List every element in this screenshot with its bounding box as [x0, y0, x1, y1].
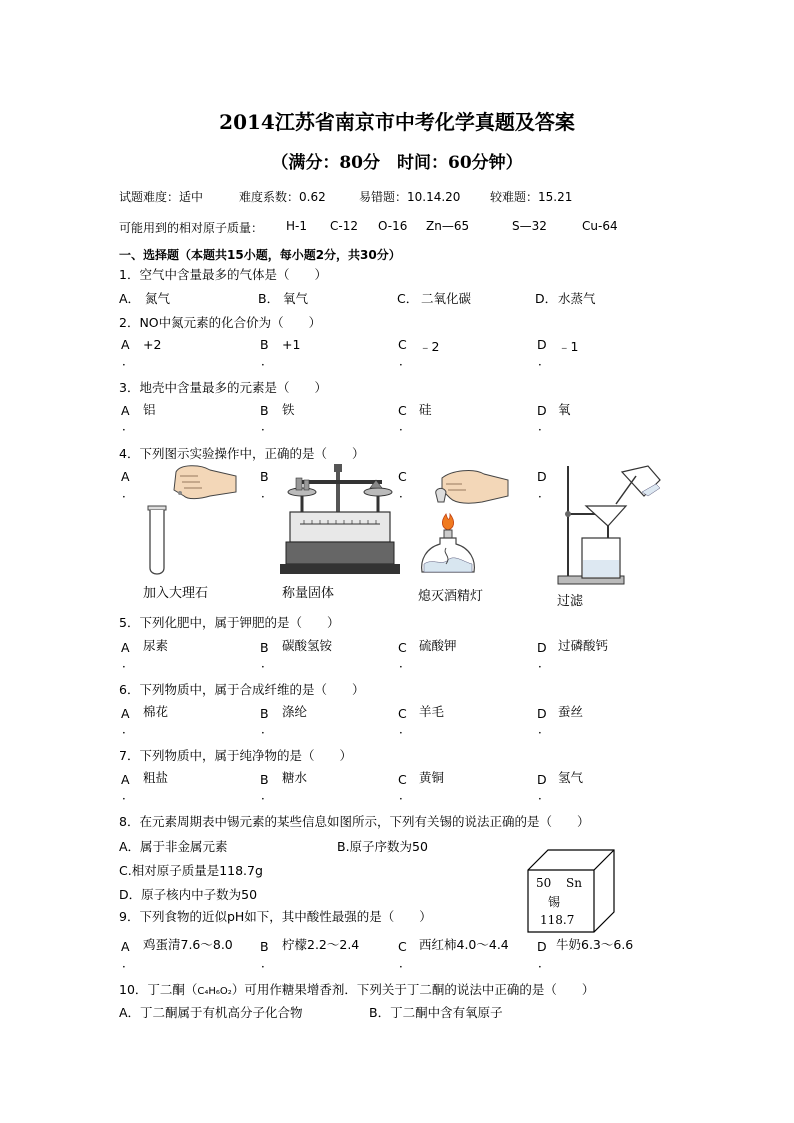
q9-letter-b: B	[260, 939, 269, 954]
atomic-mass-zn: Zn—65	[426, 219, 470, 233]
q7-dot-d: ．	[538, 788, 551, 802]
q5-letter-a: A	[121, 640, 130, 655]
atomic-mass-cu: Cu-64	[582, 219, 618, 233]
atomic-mass-h: H-1	[286, 219, 307, 233]
q9-dot-d: ．	[538, 956, 551, 970]
q1-letter-b: B．	[258, 291, 280, 306]
q2-letter-b: B	[260, 337, 269, 352]
q7-dot-b: ．	[261, 788, 274, 802]
q7-letter-b: B	[260, 772, 269, 787]
question-2-stem: 2．NO中氮元素的化合价为（ ）	[119, 315, 322, 330]
q3-dot-b: ．	[261, 419, 274, 433]
q2-letter-d: D	[537, 337, 547, 352]
q10-option-b: B．丁二酮中含有氧原子	[369, 1005, 503, 1020]
q3-option-d: 氧	[558, 402, 571, 417]
q3-option-c: 硅	[419, 402, 432, 417]
q7-option-d: 氢气	[558, 770, 584, 785]
q9-letter-a: A	[121, 939, 130, 954]
q1-letter-c: C．	[397, 291, 419, 306]
question-5-stem: 5．下列化肥中，属于钾肥的是（ ）	[119, 615, 340, 630]
q2-option-d: ﹣1	[558, 339, 579, 354]
q2-option-a: +2	[143, 337, 162, 352]
q5-letter-b: B	[260, 640, 269, 655]
q6-dot-c: ．	[399, 722, 412, 736]
q3-option-b: 铁	[282, 402, 295, 417]
q3-dot-d: ．	[538, 419, 551, 433]
q7-option-b: 糖水	[282, 770, 308, 785]
q3-letter-a: A	[121, 403, 130, 418]
page-subtitle: （满分：80分 时间：60分钟）	[271, 153, 523, 173]
question-7-stem: 7．下列物质中，属于纯净物的是（ ）	[119, 748, 352, 763]
q2-dot-d: ．	[538, 354, 551, 368]
q7-option-c: 黄铜	[419, 770, 445, 785]
q6-option-b: 涤纶	[282, 704, 308, 719]
q6-option-c: 羊毛	[419, 704, 445, 719]
q4-letter-b: B	[260, 469, 269, 484]
q9-option-b: 柠檬2.2～2.4	[282, 937, 360, 952]
q8-option-b: B.原子序数为50	[337, 839, 428, 854]
q7-letter-a: A	[121, 772, 130, 787]
q7-dot-a: ．	[122, 788, 135, 802]
meta-error-prone: 易错题：10.14.20	[359, 190, 461, 204]
q2-letter-a: A	[121, 337, 130, 352]
q5-dot-c: ．	[399, 656, 412, 670]
q4-caption-a: 加入大理石	[143, 586, 209, 601]
q9-option-d: 牛奶6.3～6.6	[556, 937, 634, 952]
question-6-stem: 6．下列物质中，属于合成纤维的是（ ）	[119, 682, 365, 697]
q9-option-a: 鸡蛋清7.6～8.0	[143, 937, 233, 952]
q3-letter-d: D	[537, 403, 547, 418]
element-mass: 118.7	[540, 913, 575, 927]
meta-coefficient: 难度系数：0.62	[239, 190, 326, 204]
q5-dot-d: ．	[538, 656, 551, 670]
q1-letter-a: A．	[119, 291, 141, 306]
q10-option-a: A．丁二酮属于有机高分子化合物	[119, 1005, 303, 1020]
q8-option-c: C.相对原子质量是118.7g	[119, 863, 263, 878]
q6-letter-c: C	[398, 706, 407, 721]
q4-letter-d: D	[537, 469, 547, 484]
question-9-stem: 9．下列食物的近似pH如下，其中酸性最强的是（ ）	[119, 909, 432, 924]
page-title: 2014江苏省南京市中考化学真题及答案	[219, 110, 575, 134]
q3-letter-b: B	[260, 403, 269, 418]
q3-option-a: 铝	[143, 402, 156, 417]
meta-harder: 较难题：15.21	[490, 190, 573, 204]
q5-letter-c: C	[398, 640, 407, 655]
q5-dot-b: ．	[261, 656, 274, 670]
q1-option-c: 二氧化碳	[421, 291, 472, 306]
q6-letter-d: D	[537, 706, 547, 721]
q9-dot-b: ．	[261, 956, 274, 970]
q4-dot-c: ．	[399, 486, 412, 500]
q5-option-b: 碳酸氢铵	[282, 638, 333, 653]
q3-dot-a: ．	[122, 419, 135, 433]
q1-option-a: 氮气	[145, 291, 171, 306]
q4-letter-c: C	[398, 469, 407, 484]
q8-option-a: A．属于非金属元素	[119, 839, 228, 854]
atomic-mass-c: C-12	[330, 219, 358, 233]
q5-option-c: 硫酸钾	[419, 638, 457, 653]
q1-letter-d: D．	[535, 291, 558, 306]
q6-dot-b: ．	[261, 722, 274, 736]
q3-letter-c: C	[398, 403, 407, 418]
element-name: 锡	[548, 895, 561, 909]
filtration-illustration	[556, 462, 666, 590]
q1-option-b: 氧气	[283, 291, 309, 306]
q7-option-a: 粗盐	[143, 770, 169, 785]
question-8-stem: 8．在元素周期表中锡元素的某些信息如图所示，下列有关锡的说法正确的是（ ）	[119, 814, 590, 829]
section-heading: 一、选择题（本题共15小题，每小题2分，共30分）	[119, 248, 401, 262]
q9-letter-d: D	[537, 939, 547, 954]
q9-dot-c: ．	[399, 956, 412, 970]
q8-option-d: D．原子核内中子数为50	[119, 887, 258, 902]
element-symbol: Sn	[566, 876, 582, 890]
q2-letter-c: C	[398, 337, 407, 352]
q6-option-a: 棉花	[143, 704, 169, 719]
q10-stem-pre: 10．丁二酮（	[119, 982, 198, 997]
q4-dot-a: ．	[122, 486, 135, 500]
q4-caption-d: 过滤	[557, 594, 584, 609]
question-3-stem: 3．地壳中含量最多的元素是（ ）	[119, 380, 327, 395]
q10-formula: C₄H₆O₂	[197, 986, 232, 997]
meta-difficulty: 试题难度：适中	[119, 190, 204, 204]
q9-dot-a: ．	[122, 956, 135, 970]
q2-option-c: ﹣2	[419, 339, 440, 354]
q7-dot-c: ．	[399, 788, 412, 802]
question-1-stem: 1．空气中含量最多的气体是（ ）	[119, 267, 327, 282]
balance-illustration	[280, 462, 400, 580]
element-number: 50	[536, 876, 552, 890]
q6-dot-d: ．	[538, 722, 551, 736]
q2-dot-a: ．	[122, 354, 135, 368]
q5-dot-a: ．	[122, 656, 135, 670]
question-4-stem: 4．下列图示实验操作中，正确的是（ ）	[119, 446, 365, 461]
q4-dot-b: ．	[261, 486, 274, 500]
q10-stem-post: ）可用作糖果增香剂．下列关于丁二酮的说法中正确的是（ ）	[231, 982, 595, 997]
q6-option-d: 蚕丝	[558, 704, 584, 719]
q2-dot-c: ．	[399, 354, 412, 368]
atomic-mass-o: O-16	[378, 219, 408, 233]
q4-caption-c: 熄灭酒精灯	[418, 589, 484, 604]
q2-dot-b: ．	[261, 354, 274, 368]
q4-letter-a: A	[121, 469, 130, 484]
q2-option-b: +1	[282, 337, 301, 352]
q4-caption-b: 称量固体	[282, 586, 335, 601]
q5-option-a: 尿素	[143, 638, 169, 653]
q6-letter-a: A	[121, 706, 130, 721]
q6-letter-b: B	[260, 706, 269, 721]
q5-letter-d: D	[537, 640, 547, 655]
q1-option-d: 水蒸气	[558, 291, 596, 306]
question-10-stem	[119, 980, 594, 998]
test-tube-illustration	[140, 466, 250, 586]
q4-dot-d: ．	[538, 486, 551, 500]
alcohol-lamp-illustration	[412, 468, 512, 588]
q7-letter-d: D	[537, 772, 547, 787]
q3-dot-c: ．	[399, 419, 412, 433]
atomic-mass-label: 可能用到的相对原子质量：	[119, 221, 264, 235]
q9-letter-c: C	[398, 939, 407, 954]
q7-letter-c: C	[398, 772, 407, 787]
q9-option-c: 西红柿4.0～4.4	[419, 937, 509, 952]
q6-dot-a: ．	[122, 722, 135, 736]
q5-option-d: 过磷酸钙	[558, 638, 609, 653]
atomic-mass-s: S—32	[512, 219, 547, 233]
